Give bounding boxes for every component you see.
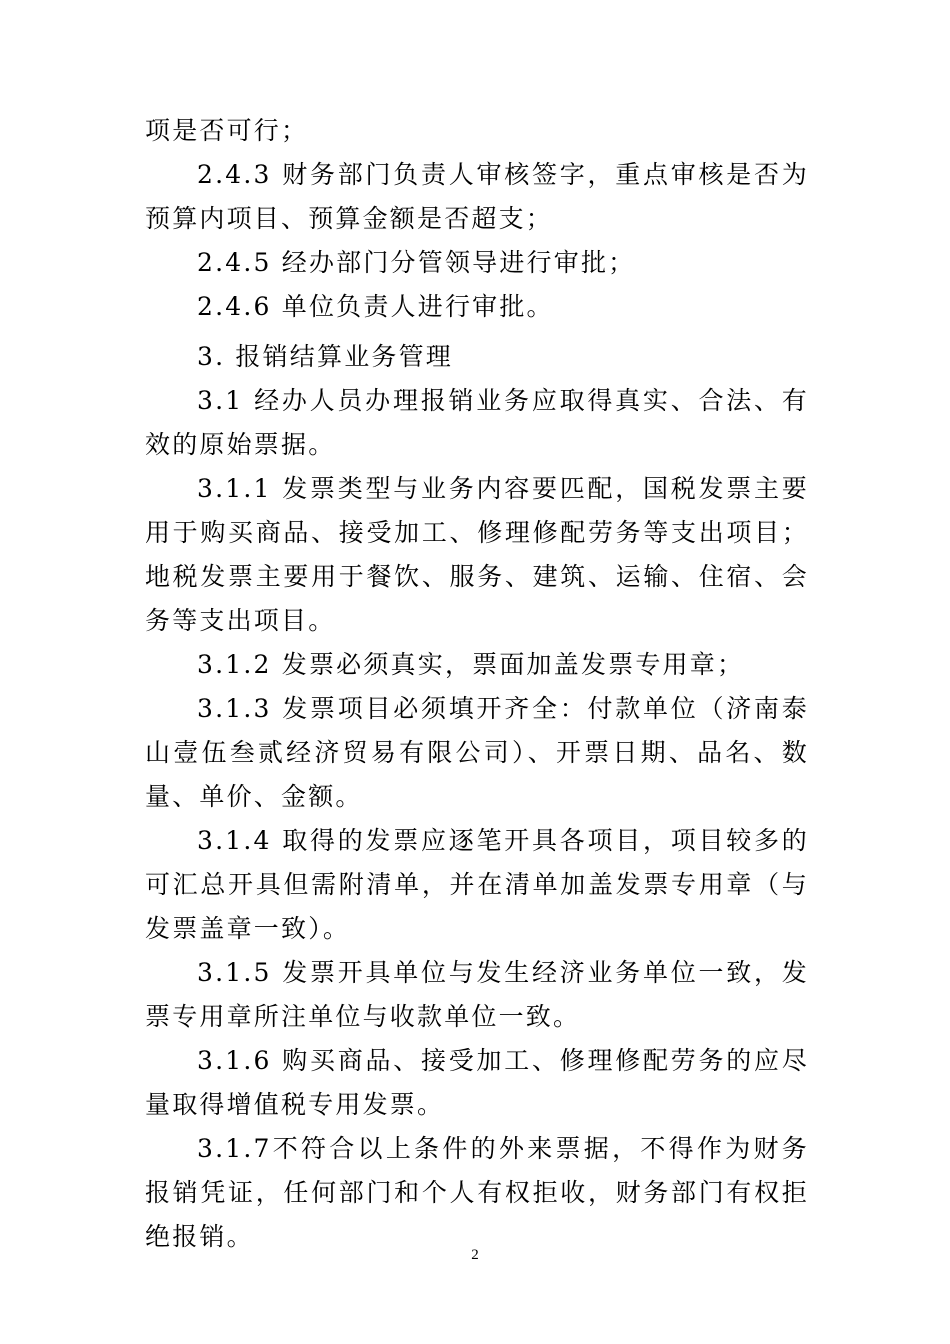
section-heading-3: 3. 报销结算业务管理 [197, 342, 453, 371]
paragraph-2-4-6: 2.4.6 单位负责人进行审批。 [197, 292, 554, 321]
paragraph-2-4-5: 2.4.5 经办部门分管领导进行审批； [197, 248, 636, 277]
paragraph-3-1-5: 3.1.5 发票开具单位与发生经济业务单位一致，发票专用章所注单位与收款单位一致。 [145, 958, 809, 1031]
document-body [145, 109, 809, 1259]
page-number: 2 [471, 1247, 479, 1263]
paragraph-3-1-3: 3.1.3 发票项目必须填开齐全：付款单位（济南泰山壹伍叁贰经济贸易有限公司）、开票日期、品名、数量、单价、金额。 [145, 694, 809, 811]
paragraph-3-1-4: 3.1.4 取得的发票应逐笔开具各项目，项目较多的可汇总开具但需附清单，并在清单加盖发票专用章（与发票盖章一致）。 [145, 826, 809, 943]
paragraph-3-1-2: 3.1.2 发票必须真实，票面加盖发票专用章； [197, 650, 745, 679]
paragraph-continuation: 项是否可行； [145, 116, 309, 145]
paragraph-3-1-1: 3.1.1 发票类型与业务内容要匹配，国税发票主要用于购买商品、接受加工、修理修配劳务等支出项目；地税发票主要用于餐饮、服务、建筑、运输、住宿、会务等支出项目。 [145, 474, 809, 635]
paragraph-3-1-7: 3.1.7不符合以上条件的外来票据，不得作为财务报销凭证，任何部门和个人有权拒收，财务部门有权拒绝报销。 [145, 1134, 809, 1251]
paragraph-3-1-6: 3.1.6 购买商品、接受加工、修理修配劳务的应尽量取得增值税专用发票。 [145, 1046, 809, 1119]
paragraph-2-4-3: 2.4.3 财务部门负责人审核签字，重点审核是否为预算内项目、预算金额是否超支； [145, 160, 809, 233]
paragraph-3-1: 3.1 经办人员办理报销业务应取得真实、合法、有效的原始票据。 [145, 386, 809, 459]
